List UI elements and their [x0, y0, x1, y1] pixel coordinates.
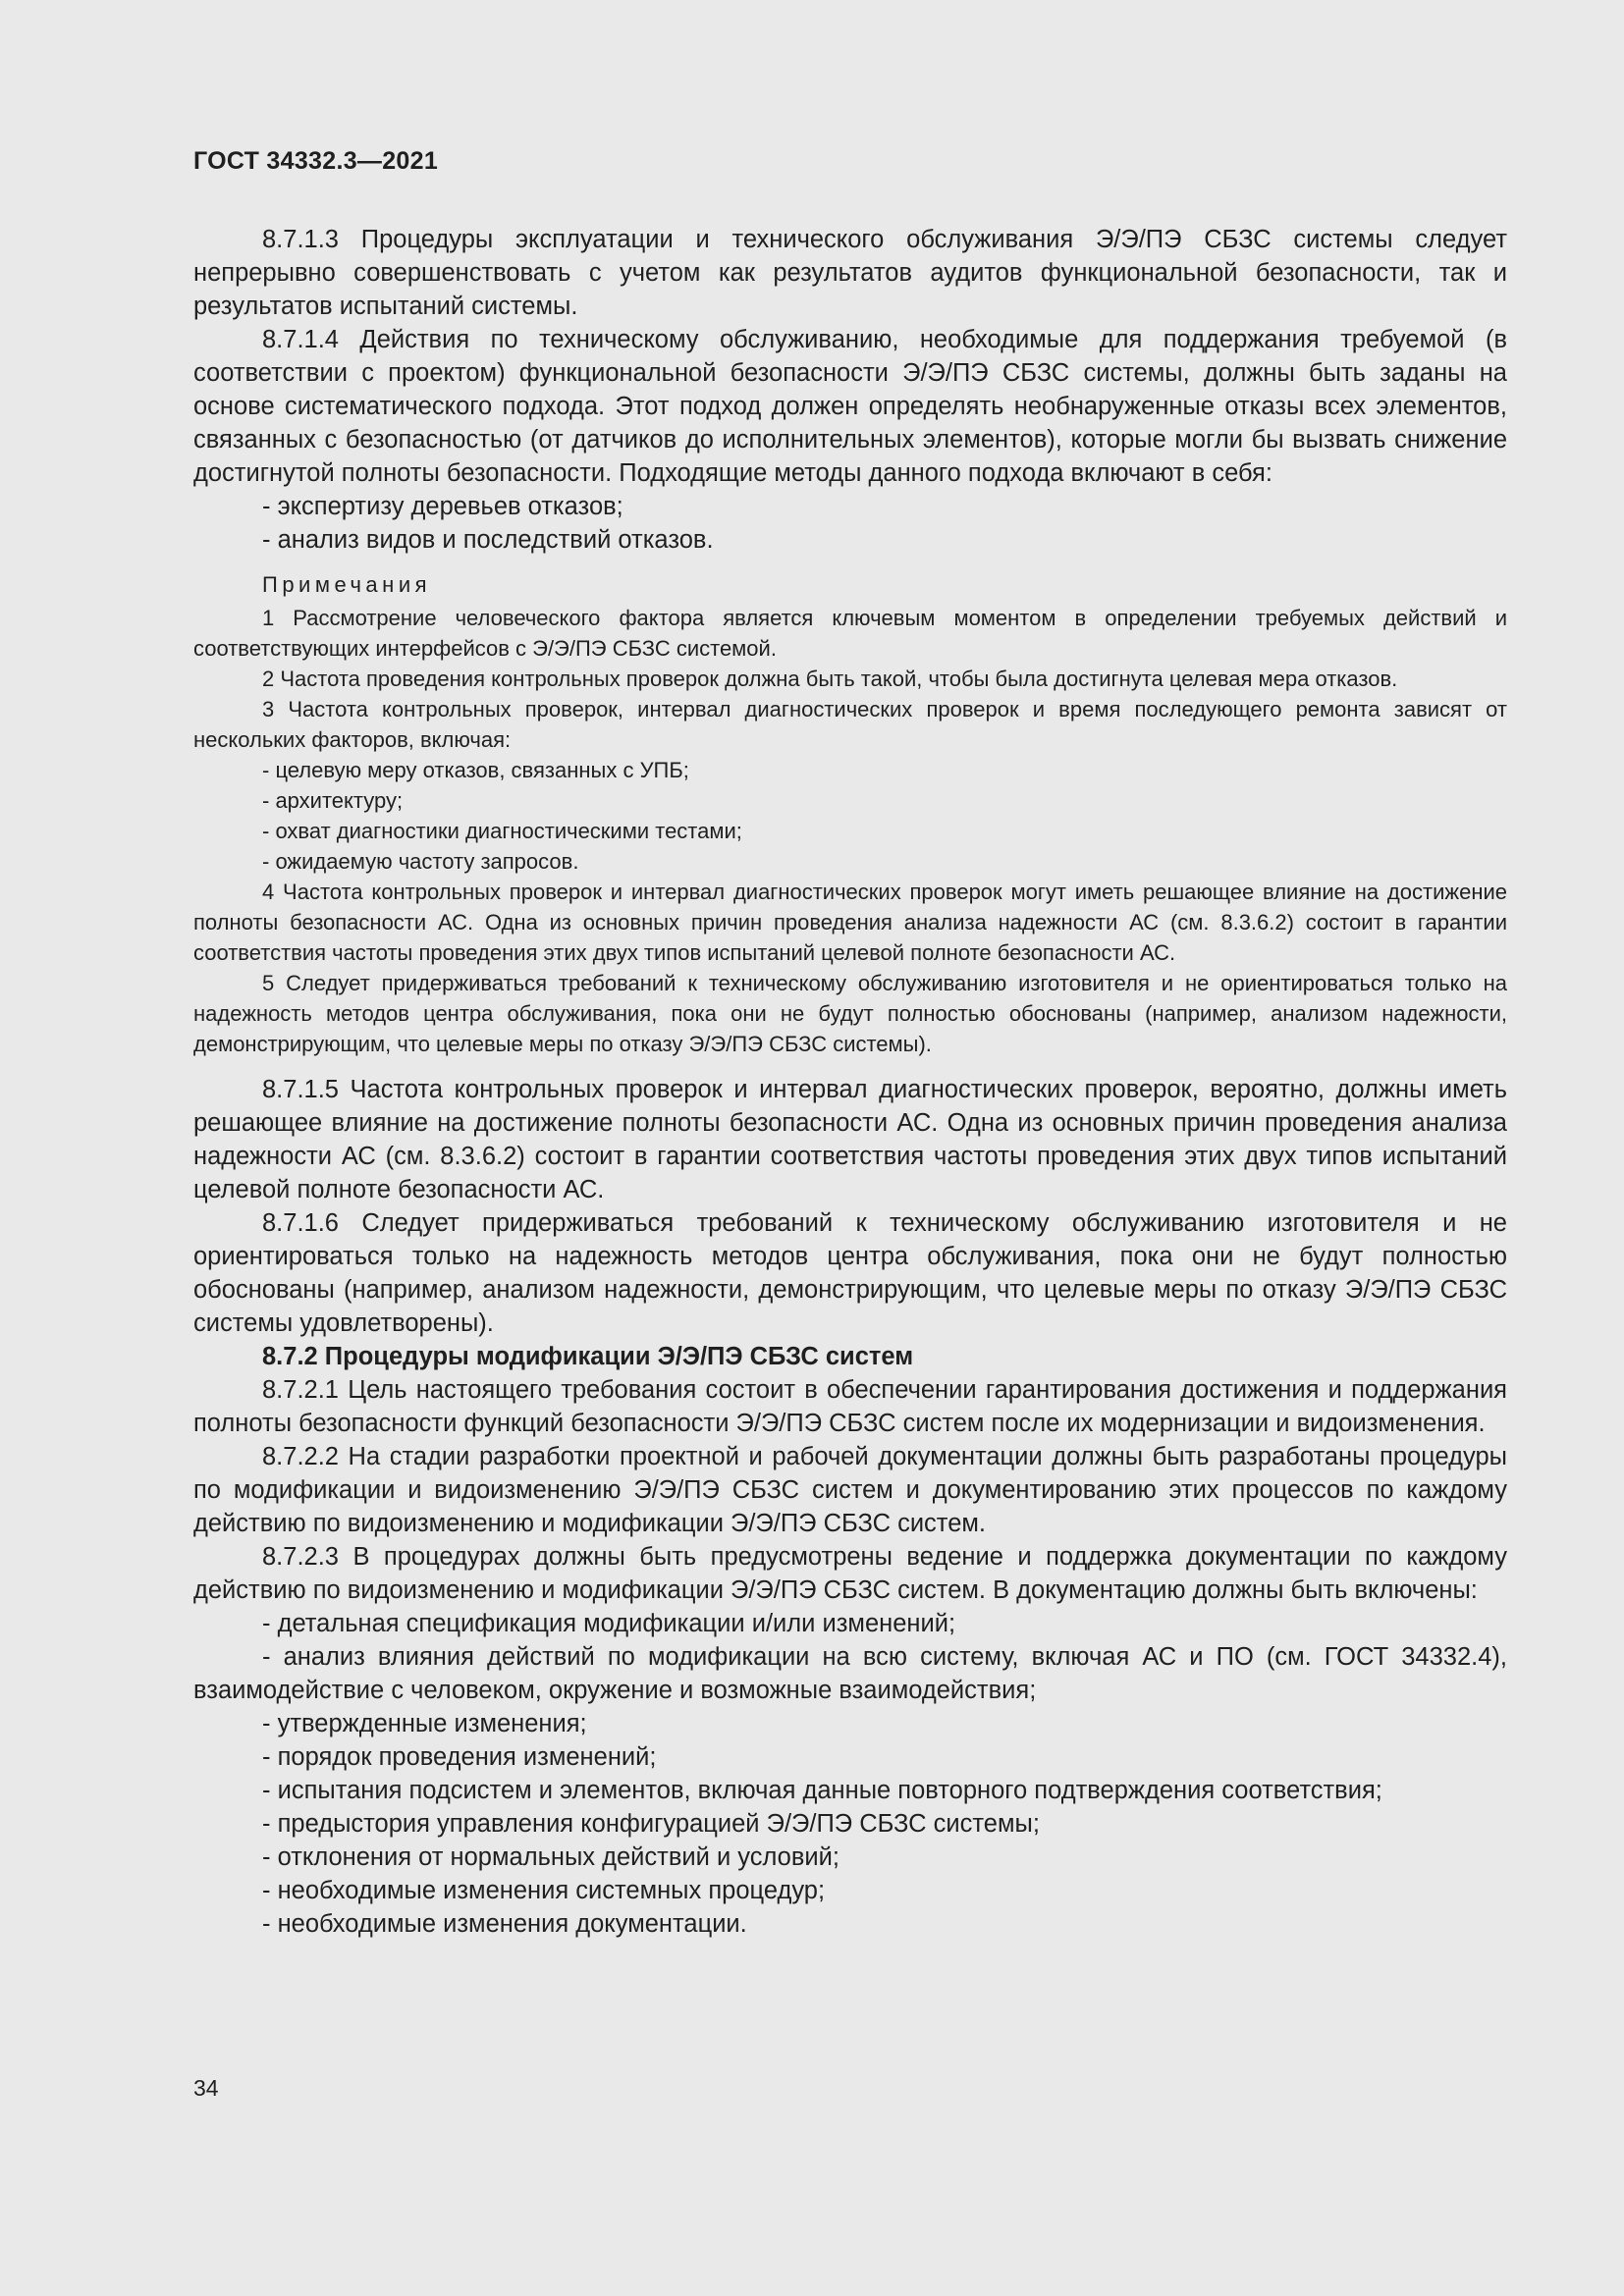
paragraph-8-7-1-4: 8.7.1.4 Действия по техническому обслуживанию, необходимые для поддержания требуемой (в соответствии с проектом) функциональной безопасности Э/Э/ПЭ СБЗС системы, должны быть заданы на основе систематического подхода. Этот подход должен определять необнаруженные отказы всех элементов, связанных с безопасностью (от датчиков до исполнительных элементов), которые могли бы вызвать снижение достигнутой полноты безопасности. Подходящие методы данного подхода включают в себя:	[193, 326, 1507, 487]
note-2: 2 Частота проведения контрольных проверок должна быть такой, чтобы была достигнута целевая мера отказов.	[262, 667, 1398, 691]
list-item: - необходимые изменения документации.	[262, 1910, 747, 1938]
paragraph-8-7-1-3: 8.7.1.3 Процедуры эксплуатации и технического обслуживания Э/Э/ПЭ СБЗС системы следует непрерывно совершенствовать с учетом как результатов аудитов функциональной безопасности, так и результатов испытаний системы.	[193, 226, 1507, 320]
paragraph-8-7-1-6: 8.7.1.6 Следует придерживаться требований к техническому обслуживанию изготовителя и не ориентироваться только на надежность методов центра обслуживания, пока они не будут полностью обоснованы (например, анализом надежности, демонстрирующим, что целевые меры по отказу Э/Э/ПЭ СБЗС системы удовлетворены).	[193, 1209, 1507, 1337]
list-item: - экспертизу деревьев отказов;	[262, 493, 623, 520]
note-list-item: - архитектуру;	[262, 788, 404, 813]
notes-title: Примечания	[262, 572, 432, 597]
list-item: - необходимые изменения системных процедур;	[262, 1877, 826, 1904]
list-item: - анализ влияния действий по модификации на всю систему, включая АС и ПО (см. ГОСТ 34332.4), взаимодействие с человеком, окружение и возможные взаимодействия;	[193, 1643, 1507, 1704]
notes-block	[193, 570, 1507, 1059]
paragraph-8-7-2-3: 8.7.2.3 В процедурах должны быть предусмотрены ведение и поддержка документации по каждому действию по видоизменению и модификации Э/Э/ПЭ СБЗС систем. В документацию должны быть включены:	[193, 1543, 1507, 1604]
list-item: - порядок проведения изменений;	[262, 1743, 657, 1771]
paragraph-8-7-1-5: 8.7.1.5 Частота контрольных проверок и интервал диагностических проверок, вероятно, должны иметь решающее влияние на достижение полноты безопасности АС. Одна из основных причин проведения анализа надежности АС (см. 8.3.6.2) состоит в гарантии соответствия частоты проведения этих двух типов испытаний целевой полноте безопасности АС.	[193, 1076, 1507, 1203]
list-item: - отклонения от нормальных действий и условий;	[262, 1843, 839, 1871]
document-body	[193, 223, 1507, 1941]
note-4: 4 Частота контрольных проверок и интервал диагностических проверок могут иметь решающее влияние на достижение полноты безопасности АС. Одна из основных причин проведения анализа надежности АС (см. 8.3.6.2) состоит в гарантии соответствия частоты проведения этих двух типов испытаний целевой полноте безопасности АС.	[193, 880, 1507, 965]
list-item: - предыстория управления конфигурацией Э/Э/ПЭ СБЗС системы;	[262, 1810, 1040, 1838]
list-item: - анализ видов и последствий отказов.	[262, 526, 714, 554]
note-5: 5 Следует придерживаться требований к техническому обслуживанию изготовителя и не ориентироваться только на надежность методов центра обслуживания, пока они не будут полностью обоснованы (например, анализом надежности, демонстрирующим, что целевые меры по отказу Э/Э/ПЭ СБЗС системы).	[193, 971, 1507, 1056]
paragraph-8-7-2-1: 8.7.2.1 Цель настоящего требования состоит в обеспечении гарантирования достижения и поддержания полноты безопасности функций безопасности Э/Э/ПЭ СБЗС систем после их модернизации и видоизменения.	[193, 1376, 1507, 1437]
note-list-item: - целевую меру отказов, связанных с УПБ;	[262, 758, 689, 782]
paragraph-8-7-2-2: 8.7.2.2 На стадии разработки проектной и рабочей документации должны быть разработаны процедуры по модификации и видоизменению Э/Э/ПЭ СБЗС систем и документированию этих процессов по каждому действию по видоизменению и модификации Э/Э/ПЭ СБЗС систем.	[193, 1443, 1507, 1537]
note-3: 3 Частота контрольных проверок, интервал диагностических проверок и время последующего ремонта зависят от нескольких факторов, включая:	[193, 697, 1507, 752]
note-list-item: - охват диагностики диагностическими тестами;	[262, 819, 742, 843]
list-item: - детальная спецификация модификации и/или изменений;	[262, 1610, 956, 1637]
note-1: 1 Рассмотрение человеческого фактора является ключевым моментом в определении требуемых действий и соответствующих интерфейсов с Э/Э/ПЭ СБЗС системой.	[193, 606, 1507, 661]
page-number: 34	[193, 2075, 219, 2101]
list-item: - испытания подсистем и элементов, включая данные повторного подтверждения соответствия;	[262, 1777, 1382, 1804]
note-list-item: - ожидаемую частоту запросов.	[262, 849, 579, 874]
section-heading-8-7-2: 8.7.2 Процедуры модификации Э/Э/ПЭ СБЗС систем	[262, 1343, 914, 1370]
list-item: - утвержденные изменения;	[262, 1710, 587, 1737]
standard-header: ГОСТ 34332.3—2021	[193, 147, 439, 175]
